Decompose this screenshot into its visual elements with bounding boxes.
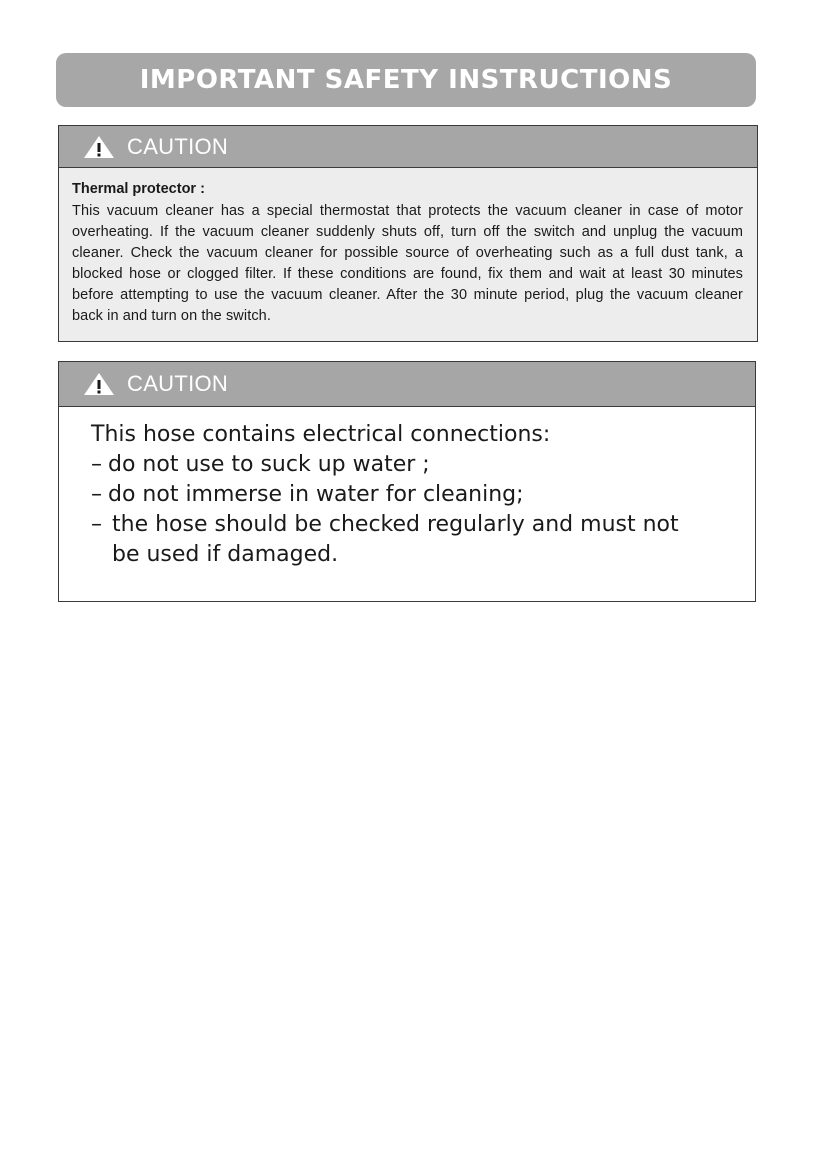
- caution-body: [59, 407, 755, 570]
- list-dash: –: [91, 512, 102, 537]
- list-item: [91, 510, 755, 570]
- thermal-protector-heading: Thermal protector :: [72, 181, 205, 197]
- thermal-protector-text: This vacuum cleaner has a special thermostat that protects the vacuum cleaner in case of motor overheating. If the vacuum cleaner suddenly shuts off, turn off the switch and unplug the vacuum cleaner. Check the vacuum cleaner for possible source of overheating such as a full dust tank, a blocked hose or clogged filter. If these conditions are found, fix them and wait at least 30 minutes before attempting to use the vacuum cleaner. After the 30 minute period, plug the vacuum cleaner back in and turn on the switch.: [72, 203, 743, 324]
- list-dash: –: [91, 482, 102, 507]
- list-item: [91, 450, 755, 480]
- warning-triangle-icon: [83, 372, 115, 396]
- caution-label: CAUTION: [127, 371, 229, 396]
- caution-box-thermal: [58, 125, 758, 342]
- list-dash: –: [91, 452, 102, 477]
- title-banner: [56, 53, 756, 107]
- list-item-text: do not use to suck up water ;: [108, 452, 430, 477]
- hose-intro: This hose contains electrical connections:: [91, 422, 551, 447]
- caution-header: [59, 362, 755, 407]
- caution-header: [59, 126, 757, 168]
- list-item-text: do not immerse in water for cleaning;: [108, 482, 524, 507]
- warning-triangle-icon: [83, 135, 115, 159]
- list-item-text: the hose should be checked regularly and must not be used if damaged.: [112, 512, 679, 567]
- caution-label: CAUTION: [127, 133, 229, 159]
- caution-box-hose: [58, 361, 756, 602]
- caution-body: [59, 168, 757, 327]
- list-item: [91, 480, 755, 510]
- page-title: IMPORTANT SAFETY INSTRUCTIONS: [139, 65, 673, 95]
